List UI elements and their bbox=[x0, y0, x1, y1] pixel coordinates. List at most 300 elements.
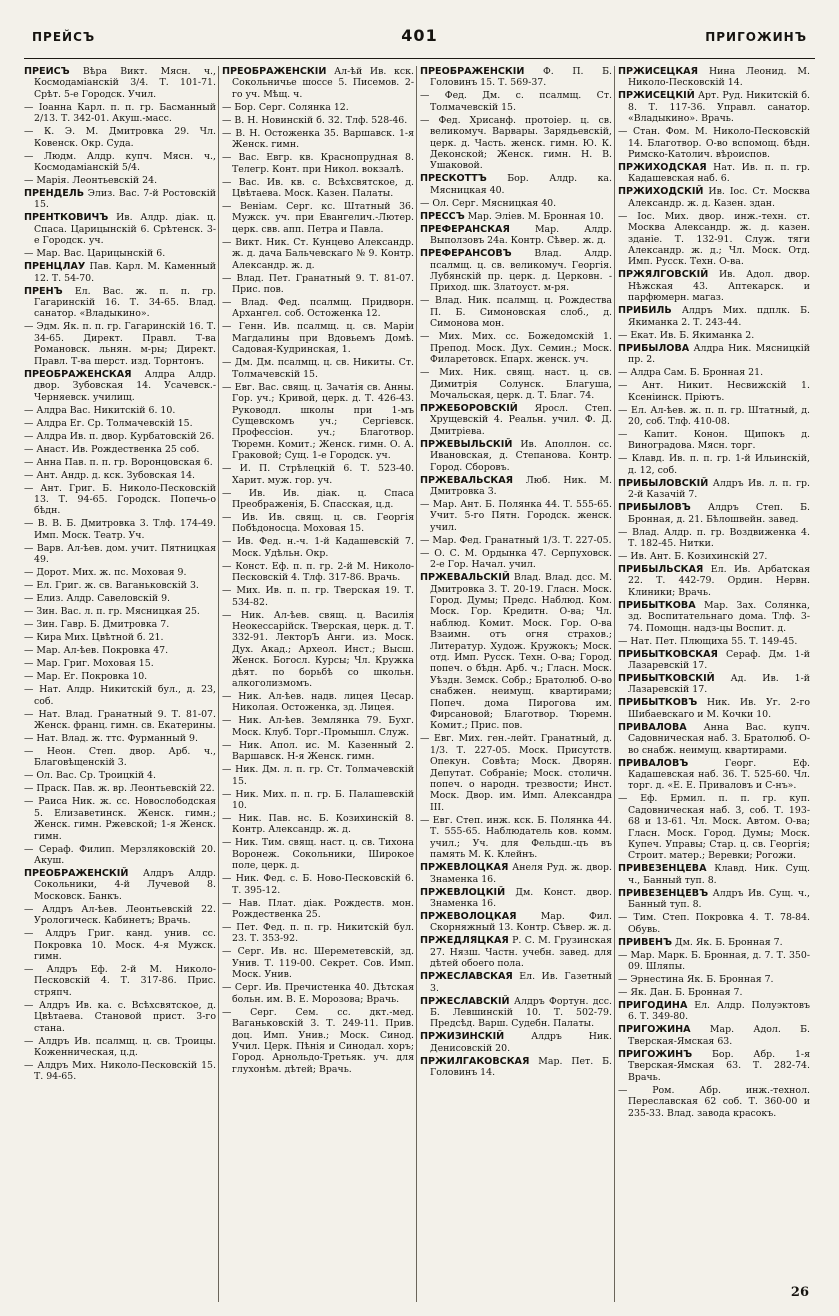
directory-entry bbox=[222, 66, 414, 100]
entry-text: Бор. Алдр. ка. Мясницкая 40. bbox=[430, 173, 612, 196]
entry-text: Ел. Григ. ж. св. Ваганьковскій 3. bbox=[36, 580, 199, 592]
column-divider bbox=[614, 66, 615, 1302]
entry-text: Алдра Сам. Б. Бронная 21. bbox=[630, 367, 764, 379]
directory-entry bbox=[24, 212, 216, 246]
directory-entry bbox=[420, 439, 612, 473]
directory-entry bbox=[24, 188, 216, 211]
entry-text: Алдръ Ив. псалмщ. ц. св. Троицы. Коженническая, ц.д. bbox=[34, 1035, 216, 1059]
directory-sub-entry: — Конст. Еф. п. п. гр. 2-й М. Николо-Песковскій 4. Тлф. 317-86. Врачь. bbox=[222, 560, 414, 584]
directory-sub-entry: — В. Н. Остоженка 35. Варшавск. 1-я Женск. гимн. bbox=[222, 127, 414, 151]
directory-sub-entry: — Ник. Ал-ѣев. свящ. ц. Василія Неокессарійск. Тверская, церк. д. Т. 332-91. ЛекторЪ Анги. из. Моск. Дух. Акад.; Археол. Инст.; Высш. Женск. Богосл. Курсы; Чл. Кружка дѣят. по борьбѣ со школьн. алкоголизмомъ. bbox=[222, 609, 414, 689]
entry-text: Бор. Абр. 1-я Тверская-Ямская 63. Т. 282-74. Врачь. bbox=[628, 1048, 810, 1083]
directory-sub-entry: — Варв. Ал-ѣев. дом. учит. Пятницкая 49. bbox=[24, 542, 216, 566]
surname: ПРЖИЛГАКОВСКАЯ bbox=[420, 1055, 530, 1067]
entry-text: Влад. Фед. псалмщ. Придворн. Архангел. соб. Остоженка 12. bbox=[232, 297, 414, 320]
entry-text: Ник. Ив. Уг. 2-го Шибаевскаго и М. Кочки 10. bbox=[628, 697, 810, 720]
entry-text: Влад. Алдр. п. гр. Воздвиженка 4. Т. 182-45. Нитки. bbox=[628, 526, 810, 549]
directory-entry bbox=[420, 403, 612, 437]
directory-sub-entry: — Нат. Влад. Гранатный 9. Т. 81-07. Женск. франц. гимн. св. Екатерины. bbox=[24, 708, 216, 731]
directory-entry bbox=[618, 66, 810, 89]
directory-entry bbox=[420, 996, 612, 1030]
directory-sub-entry: — Пет. Фед. п. п. гр. Никитскій бул. 23. Т. 353-92. bbox=[222, 922, 414, 945]
directory-sub-entry: — Ив. Ив. свящ. ц. св. Георгія Побѣдоносца. Моховая 15. bbox=[222, 511, 414, 535]
entry-text: Ив. Аполлон. сс. Ивановская, д. Степанова. Контр. Город. Сборовъ. bbox=[430, 438, 612, 473]
column-3 bbox=[420, 66, 612, 1302]
entry-text: Раиса Ник. ж. сс. Новослободская 5. Елизаветинск. Женск. гимн.; Женск. гимн. Ржевской; 1-я Женск. гимн. bbox=[34, 796, 216, 842]
header-rule bbox=[24, 58, 815, 59]
directory-sub-entry: — Мих. Мих. сс. Божедомскій 1. Препод. Моск. Дух. Семин.; Моск. Филаретовск. Епарх. женск. уч. bbox=[420, 331, 612, 366]
entry-text: Алдръ Мих. пдплк. Б. Якиманка 2. Т. 243-44. bbox=[628, 305, 810, 328]
directory-sub-entry: — Сераф. Филип. Мерзляковскій 20. Акуш. bbox=[24, 843, 216, 866]
directory-entry bbox=[420, 475, 612, 498]
directory-entry bbox=[420, 224, 612, 247]
directory-sub-entry: — Ел. Григ. ж. св. Ваганьковскій 3. bbox=[24, 580, 199, 592]
surname: ПРИВЕНЪ bbox=[618, 936, 672, 948]
entry-text: Веніам. Серг. кс. Штатный 36. Мужск. уч. при Евангелич.-Лютер. церк. свв. апп. Петра и Павла. bbox=[232, 201, 414, 235]
surname: ПРИБЫЛОВЪ bbox=[618, 502, 691, 514]
entry-text: Мар. Вас. Царицынскій 6. bbox=[36, 248, 166, 260]
surname: ПРЖЕСЛАВСКІЙ bbox=[420, 995, 510, 1007]
directory-sub-entry: — В. В. Б. Дмитровка 3. Тлф. 174-49. Имп. Моск. Театр. Уч. bbox=[24, 518, 216, 541]
entry-text: Нав. Плат. діак. Рождеств. мон. Рождественка 25. bbox=[232, 897, 414, 921]
surname: ПРИГОДИНА bbox=[618, 1000, 688, 1012]
entry-text: К. Э. М. Дмитровка 29. Чл. Ковенск. Окр. Суда. bbox=[34, 126, 216, 149]
directory-sub-entry: — Серг. Сем. сс. дкт.-мед. Ваганьковскій 3. Т. 249-11. Прив. доц. Имп. Унив.; Моск. Синод. Учил. Церк. Пѣнія и Синодал. хоръ; Город. Арнольдо-Третьяк. уч. для глухонѣм. дѣтей; Врачь. bbox=[222, 1006, 414, 1075]
directory-sub-entry: — Ант. Никит. Несвижскій 1. Ксеніинск. Пріютъ. bbox=[618, 380, 810, 403]
surname: ПРЕССЪ bbox=[420, 210, 465, 222]
surname: ПРЕОБРАЖЕНСКІЙ bbox=[24, 867, 129, 879]
entry-text: Іос. Мих. двор. инж.-техн. ст. Москва Александр. ж. д. казен. зданіе. Т. 132-91. Служ. тяги Александр. ж. д.; Чл. Моск. Отд. Имп. Русск. Техн. О-ва. bbox=[628, 210, 810, 268]
directory-sub-entry: — Ив. Ив. діак. ц. Спаса Преображенія, Б. Спасская, ц.д. bbox=[222, 487, 414, 510]
surname: ПРЖИХОДСКІЙ bbox=[618, 186, 704, 198]
entry-text: Ф. П. Б. Головинъ 15. Т. 569-37. bbox=[430, 66, 612, 89]
entry-text: Генн. Ив. псалмщ. ц. св. Маріи Магдалины при Вдовьемъ Домѣ. Садовая-Кудринская, 1. bbox=[232, 321, 414, 356]
entry-text: Іоанна Карл. п. п. гр. Басманный 2/13. Т. 342-01. Акуш.-масс. bbox=[34, 101, 216, 125]
surname: ПРЕНЪ bbox=[24, 285, 63, 297]
surname: ПРЖЕСЛАВСКАЯ bbox=[420, 971, 513, 983]
directory-entry bbox=[420, 862, 612, 885]
directory-sub-entry: — Вас. Евгр. кв. Краснопрудная 8. Телегр. Конт. при Никол. вокзалѣ. bbox=[222, 152, 414, 175]
directory-entry bbox=[618, 269, 810, 303]
directory-sub-entry: — Стан. Фом. М. Николо-Песковскій 14. Благотвор. О-во вспомощ. бѣдн. Римско-Католич. вѣроиспов. bbox=[618, 126, 810, 161]
directory-entry bbox=[618, 564, 810, 598]
entry-text: Вас. Евгр. кв. Краснопрудная 8. Телегр. Конт. при Никол. вокзалѣ. bbox=[232, 152, 414, 175]
directory-sub-entry: — Веніам. Серг. кс. Штатный 36. Мужск. уч. при Евангелич.-Лютер. церк. свв. апп. Петра и Павла. bbox=[222, 201, 414, 235]
entry-text: Алдръ Ив. ка. с. Всѣхсвятское, д. Цвѣтаева. Становой прист. 3-го стана. bbox=[34, 999, 216, 1034]
directory-entry bbox=[618, 649, 810, 672]
entry-text: Клавд. Ив. п. п. гр. 1-й Ильинскій, д. 12, соб. bbox=[628, 453, 810, 476]
directory-sub-entry: — Мар. Марк. Б. Бронная, д. 7. Т. 350-09. Шляпы. bbox=[618, 949, 810, 973]
entry-text: Алдръ Мих. Николо-Песковскій 15. Т. 94-65. bbox=[34, 1060, 216, 1083]
directory-entry bbox=[420, 887, 612, 910]
entry-text: Сераф. Дм. 1-й Лазаревскій 17. bbox=[628, 648, 810, 671]
entry-text: Алдра Ег. Ср. Толмачевскій 15. bbox=[36, 417, 193, 429]
surname: ПРИБЫТКОВЪ bbox=[618, 697, 698, 709]
entry-text: Нат. Пет. Плющиха 55. Т. 149-45. bbox=[630, 635, 798, 647]
entry-text: Мар. Алдр. Выползовъ 24а. Контр. Сѣвер. ж. д. bbox=[430, 223, 612, 247]
directory-sub-entry: — Мих. Ив. п. п. гр. Тверская 19. Т. 534-82. bbox=[222, 585, 414, 608]
directory-sub-entry: — Ник. Ал-ѣев. Землянка 79. Бухг. Моск. Клуб. Торг.-Промышл. Служ. bbox=[222, 715, 414, 738]
entry-text: Ел. Ив. Арбатская 22. Т. 442-79. Ордин. Нервн. Клиники; Врачь. bbox=[628, 563, 810, 598]
directory-sub-entry: — Дм. Дм. псалмщ. ц. св. Никиты. Ст. Толмачевскій 15. bbox=[222, 357, 414, 380]
entry-text: В. Н. Остоженка 35. Варшавск. 1-я Женск. гимн. bbox=[232, 127, 414, 151]
directory-entry bbox=[618, 673, 810, 696]
directory-entry bbox=[618, 186, 810, 209]
directory-entry bbox=[420, 173, 612, 196]
entry-text: Яросл. Степ. Хрущевскій 4. Реальн. учил. Ф. Д. Дмитріева. bbox=[430, 402, 612, 437]
entry-text: И. П. Стрѣлецкій 6. Т. 523-40. Харит. муж. гор. уч. bbox=[232, 463, 414, 486]
directory-sub-entry: — Серг. Ив. нс. Шереметевскій, зд. Унив. Т. 119-00. Секрет. Сов. Имп. Моск. Унив. bbox=[222, 946, 414, 981]
directory-sub-entry: — Евг. Степ. инж. кск. Б. Полянка 44. Т. 555-65. Наблюдатель ков. комм. учил.; Уч. для Фельдш.-цъ въ память М. К. Клейнъ. bbox=[420, 814, 612, 861]
surname: ПРИВАЛОВА bbox=[618, 721, 687, 733]
directory-sub-entry: — Фед. Дм. с. псалмщ. Ст. Толмачевскій 15. bbox=[420, 90, 612, 113]
surname: ПРЕЙСЪ bbox=[24, 66, 70, 77]
surname: ПРЖИЗИНСКІЙ bbox=[420, 1031, 505, 1043]
entry-text: Анна Вас. купч. Садовническая наб. 3. Братолюб. О-во снабж. неимущ. квартирами. bbox=[628, 721, 810, 756]
directory-sub-entry: — Влад. Алдр. п. гр. Воздвиженка 4. Т. 182-45. Нитки. bbox=[618, 526, 810, 549]
directory-entry bbox=[618, 697, 810, 720]
directory-entry bbox=[618, 937, 810, 948]
entry-text: Георг. Еф. Кадашевская наб. 36. Т. 525-60. Чл. торг. д. «Е. Е. Приваловъ и С-нъ». bbox=[628, 757, 810, 792]
directory-sub-entry: — Зин. Вас. л. п. гр. Мясницкая 25. bbox=[24, 606, 200, 618]
directory-entry bbox=[618, 1049, 810, 1083]
footer-mark: 26 bbox=[790, 1285, 809, 1300]
entry-text: Варв. Ал-ѣев. дом. учит. Пятницкая 49. bbox=[34, 542, 216, 566]
directory-entry bbox=[420, 211, 612, 222]
directory-entry bbox=[420, 66, 612, 89]
directory-sub-entry: — Алдра Ив. п. двор. Курбатовскій 26. bbox=[24, 430, 215, 442]
entry-text: Елиз. Алдр. Савеловскій 9. bbox=[36, 593, 171, 605]
header-right-word: ПРИГОЖИНЪ bbox=[705, 30, 807, 44]
entry-text: Серг. Сем. сс. дкт.-мед. Ваганьковскій 3. Т. 249-11. Прив. доц. Имп. Унив.; Моск. Синод. Учил. Церк. Пѣнія и Синодал. хоръ; Город. Арнольдо-Третьяк. уч. для глухонѣм. дѣтей; Врачь. bbox=[232, 1006, 414, 1075]
directory-sub-entry: — Генн. Ив. псалмщ. ц. св. Маріи Магдалины при Вдовьемъ Домѣ. Садовая-Кудринская, 1. bbox=[222, 321, 414, 356]
entry-text: Кира Мих. Цвѣтной б. 21. bbox=[36, 632, 164, 644]
surname: ПРЕФЕРАНСОВЪ bbox=[420, 248, 512, 260]
entry-text: Нат. Влад. ж. ттс. Фурманный 9. bbox=[36, 732, 198, 744]
surname: ПРИВЕЗЕНЦЕВА bbox=[618, 863, 707, 875]
surname: ПРИБИЛЬ bbox=[618, 305, 672, 317]
entry-text: Элиз. Вас. 7-й Ростовскій 15. bbox=[34, 188, 216, 211]
entry-text: Ив. Іос. Ст. Москва Александр. ж. д. Казен. здан. bbox=[628, 186, 810, 209]
directory-sub-entry: — Ник. Пав. нс. Б. Козихинскій 8. Контр. Александр. ж. д. bbox=[222, 813, 414, 836]
directory-entry bbox=[618, 343, 810, 366]
directory-sub-entry: — К. Э. М. Дмитровка 29. Чл. Ковенск. Окр. Суда. bbox=[24, 126, 216, 149]
directory-sub-entry: — Вас. Ив. кв. с. Всѣхсвятское, д. Цвѣтаева. Моск. Казен. Палаты. bbox=[222, 176, 414, 200]
entry-text: Анеля Руд. ж. двор. Знаменка 16. bbox=[430, 862, 612, 885]
entry-text: Стан. Фом. М. Николо-Песковскій 14. Благотвор. О-во вспомощ. бѣдн. Римско-Католич. вѣроиспов. bbox=[628, 126, 810, 161]
entry-text: Ел. Вас. ж. п. п. гр. Гагаринскій 16. Т. 34-65. Влад. санатор. «Владыкино». bbox=[34, 285, 216, 320]
entry-text: Алдръ Фортун. дсс. Б. Левшинскій 10. Т. 502-79. Предсѣд. Варш. Судебн. Палаты. bbox=[430, 995, 612, 1030]
entry-text: Арт. Руд. Никитскій б. 8. Т. 117-36. Управл. санатор. «Владыкино». Врачь. bbox=[628, 90, 810, 125]
entry-text: Клавд. Ник. Сущ. ч., Банный туп. 8. bbox=[628, 863, 810, 886]
surname: ПРЖЕВОЛОЦКАЯ bbox=[420, 910, 517, 922]
directory-entry bbox=[420, 572, 612, 732]
directory-sub-entry: — Эдм. Як. п. п. гр. Гагаринскій 16. Т. 34-65. Директ. Правл. Т-ва Романовск. льнян. м-ры; Директ. Правл. Т-ва шерст. изд. Торнтонъ. bbox=[24, 321, 216, 367]
surname: ПРИВЕЗЕНЦЕВЪ bbox=[618, 887, 709, 899]
page-number: 401 bbox=[401, 26, 438, 45]
directory-sub-entry: — И. П. Стрѣлецкій 6. Т. 523-40. Харит. муж. гор. уч. bbox=[222, 463, 414, 486]
entry-text: Зин. Гавр. Б. Дмитровка 7. bbox=[36, 619, 170, 631]
directory-sub-entry: — Евг. Вас. свящ. ц. Зачатія св. Анны. Гор. уч.; Кривой, церк. д. Т. 426-43. Руководл. школы при 1-мъ Сущевскомъ уч.; Сергіевск. Профессіон. уч.; Благотвор. Тюремн. Комит.; Женск. гимн. О. А. Граковой; Сущ. 1-е Городск. уч. bbox=[222, 381, 414, 462]
entry-text: Евг. Степ. инж. кск. Б. Полянка 44. Т. 555-65. Наблюдатель ков. комм. учил.; Уч. для Фельдш.-цъ въ память М. К. Клейнъ. bbox=[430, 814, 612, 861]
entry-text: Ел. Ал-ѣев. ж. п. п. гр. Штатный, д. 20, соб. Тлф. 410-08. bbox=[628, 404, 810, 427]
entry-text: Евг. Мих. ген.-лейт. Гранатный, д. 1/3. Т. 227-05. Моск. Присутств. Опекун. Совѣта; Моск. Дворян. Депутат. Собраніе; Моск. столичн. попеч. о народн. трезвости; Инст. Моск. Двор. им. Имп. Александра III. bbox=[430, 733, 612, 813]
entry-text: Сераф. Филип. Мерзляковскій 20. Акуш. bbox=[34, 843, 216, 866]
directory-sub-entry: — Анаст. Ив. Рождественка 25 соб. bbox=[24, 443, 200, 455]
entry-text: Пав. Карл. М. Каменный 12. Т. 54-70. bbox=[34, 261, 216, 284]
directory-entry bbox=[24, 66, 216, 100]
directory-sub-entry: — Елиз. Алдр. Савеловскій 9. bbox=[24, 593, 171, 605]
entry-text: Алдръ Еф. 2-й М. Николо-Песковскій 4. Т. 317-86. Прис. стряпч. bbox=[34, 964, 216, 998]
directory-sub-entry: — Ант. Андр. д. кск. Зубовская 14. bbox=[24, 469, 196, 481]
entry-text: Ник. Пав. нс. Б. Козихинскій 8. Контр. Александр. ж. д. bbox=[232, 813, 414, 836]
directory-sub-entry: — Ник. Дм. л. п. гр. Ст. Толмачевскій 15. bbox=[222, 764, 414, 787]
directory-sub-entry: — Алдра Сам. Б. Бронная 21. bbox=[618, 367, 764, 379]
entry-text: Праск. Пав. ж. вр. Леонтьевскій 22. bbox=[36, 783, 215, 795]
entry-text: Капит. Конон. Щипокъ д. Виноградова. Мясн. торг. bbox=[628, 428, 810, 452]
directory-entry bbox=[618, 1000, 810, 1023]
entry-text: Ник. Ал-ѣев. надв. лицея Цесар. Николая. Остоженка, зд. Лицея. bbox=[232, 691, 414, 714]
entry-text: Марія. Леонтьевскій 24. bbox=[36, 175, 158, 187]
directory-entry bbox=[24, 286, 216, 320]
entry-text: Ив. Фед. н.-ч. 1-й Кадашевскій 7. Моск. Удѣльн. Окр. bbox=[232, 536, 414, 559]
entry-text: Нат. Влад. Гранатный 9. Т. 81-07. Женск. франц. гимн. св. Екатерины. bbox=[34, 708, 216, 731]
directory-sub-entry: — Влад. Пет. Гранатный 9. Т. 81-07. Прис. пов. bbox=[222, 272, 414, 296]
directory-entry bbox=[420, 1031, 612, 1054]
entry-text: Влад. Пет. Гранатный 9. Т. 81-07. Прис. пов. bbox=[232, 272, 414, 296]
surname: ПРЖЕВЛОЦКАЯ bbox=[420, 862, 509, 874]
directory-sub-entry: — Алдръ Еф. 2-й М. Николо-Песковскій 4. Т. 317-86. Прис. стряпч. bbox=[24, 964, 216, 998]
entry-text: Алдръ Алдр. Сокольники, 4-й Лучевой 8. Московск. Банкъ. bbox=[34, 867, 216, 902]
surname: ПРЖЕДЛЯЦКАЯ bbox=[420, 935, 509, 947]
entry-text: В. В. Б. Дмитровка 3. Тлф. 174-49. Имп. Моск. Театр. Уч. bbox=[34, 518, 216, 541]
directory-sub-entry: — Неон. Степ. двор. Арб. ч., Благовѣщенскій 3. bbox=[24, 745, 216, 769]
directory-entry bbox=[618, 90, 810, 124]
entry-text: Конст. Еф. п. п. гр. 2-й М. Николо-Песковскій 4. Тлф. 317-86. Врачь. bbox=[232, 560, 414, 584]
entry-text: Мар. Адол. Б. Тверская-Ямская 63. bbox=[628, 1024, 810, 1047]
directory-entry bbox=[420, 935, 612, 969]
directory-sub-entry: — Анна Пав. п. п. гр. Воронцовская 6. bbox=[24, 456, 213, 468]
entry-text: Ант. Григ. Б. Николо-Песковскій 13. Т. 94-65. Городск. Попечь-о бѣдн. bbox=[34, 482, 216, 517]
entry-text: Ник. Ал-ѣев. свящ. ц. Василія Неокессарійск. Тверская, церк. д. Т. 332-91. ЛекторЪ Анги. из. Моск. Дух. Акад.; Археол. Инст.; Высш. Женск. Богосл. Курсы; Чл. Кружка дѣят. по борьбѣ со школьн. алкоголизмомъ. bbox=[232, 609, 414, 689]
directory-sub-entry: — Бор. Серг. Солянка 12. bbox=[222, 101, 349, 113]
directory-sub-entry: — О. С. М. Ордынка 47. Серпуховск. 2-е Гор. Начал. учил. bbox=[420, 547, 612, 571]
directory-entry bbox=[420, 1056, 612, 1079]
directory-sub-entry: — В. Н. Новинскій б. 32. Тлф. 528-46. bbox=[222, 114, 408, 126]
entry-text: Ив. Алдр. діак. ц. Спаса. Царицынскій 6. Срѣтенск. 3-е Городск. уч. bbox=[34, 212, 216, 247]
column-divider bbox=[416, 66, 417, 1302]
entry-text: Влад. Влад. дсс. М. Дмитровка 3. Т. 20-19. Гласн. Моск. Город. Думы; Предс. Наблюд. Ком. Моск. Гор. Кредитн. О-ва; Чл. наблюд. Комит. Моск. Гор. О-ва Взаимн. отъ огня страхов.; Литератур. Худож. Кружокъ; Моск. отд. Имп. Русск. Техн. О-ва; Город. попеч. о бѣдн. Арб. ч.; Гласн. Моск. Уѣздн. Земск. Собр.; Братолюб. О-во снабжен. неимущ. квартирами; Попеч. дома Пирогова им. Фирсановой; Благотвор. Тюремн. Комит.; Прис. пов. bbox=[430, 572, 612, 732]
entry-text: Дм. Дм. псалмщ. ц. св. Никиты. Ст. Толмачевскій 15. bbox=[232, 357, 414, 380]
directory-sub-entry: — Іоанна Карл. п. п. гр. Басманный 2/13. Т. 342-01. Акуш.-масс. bbox=[24, 101, 216, 125]
entry-text: Зин. Вас. л. п. гр. Мясницкая 25. bbox=[36, 606, 200, 618]
directory-entry bbox=[24, 369, 216, 403]
directory-entry bbox=[420, 911, 612, 934]
surname: ПРИБЫТКОВСКАЯ bbox=[618, 648, 718, 660]
surname: ПРИГОЖИНЪ bbox=[618, 1048, 693, 1060]
surname: ПРИБЫЛОВА bbox=[618, 342, 690, 354]
directory-sub-entry: — Дорот. Мих. ж. пс. Моховая 9. bbox=[24, 567, 187, 579]
entry-text: Ник. Фед. с. Б. Ново-Песковскій 6. Т. 395-12. bbox=[232, 873, 414, 896]
entry-text: Еф. Ермил. п. п. гр. куп. Садовническая наб. 3, соб. Т. 193-68 и 13-61. Чл. Моск. Автом. О-ва; Гласн. Моск. Город. Думы; Моск. Купеч. Управы; Стар. ц. св. Георгія; Строит. матер.; Веревки; Рогожи. bbox=[628, 793, 810, 862]
directory-sub-entry: — Нат. Влад. ж. ттс. Фурманный 9. bbox=[24, 732, 198, 744]
entry-text: Ал-ѣй Ив. кск. Сокольничье шоссе 5. Писемов. 2-го уч. Мѣщ. ч. bbox=[232, 66, 414, 100]
entry-text: Мар. Ал-ѣев. Покровка 47. bbox=[36, 645, 169, 657]
directory-sub-entry: — Алдръ Мих. Николо-Песковскій 15. Т. 94-65. bbox=[24, 1060, 216, 1083]
entry-text: Алдра Вас. Никитскій 6. 10. bbox=[36, 404, 176, 416]
surname: ПРИБЫТКОВА bbox=[618, 599, 696, 611]
directory-sub-entry: — Ант. Григ. Б. Николо-Песковскій 13. Т. 94-65. Городск. Попечь-о бѣдн. bbox=[24, 482, 216, 517]
entry-text: Алдръ Ник. Денисовскій 20. bbox=[430, 1031, 612, 1054]
directory-sub-entry: — Еф. Ермил. п. п. гр. куп. Садовническая наб. 3, соб. Т. 193-68 и 13-61. Чл. Моск. Автом. О-ва; Гласн. Моск. Город. Думы; Моск. Купеч. Управы; Стар. ц. св. Георгія; Строит. матер.; Веревки; Рогожи. bbox=[618, 793, 810, 862]
entry-text: Эрнестина Як. Б. Бронная 7. bbox=[630, 974, 774, 986]
directory-sub-entry: — Праск. Пав. ж. вр. Леонтьевскій 22. bbox=[24, 783, 215, 795]
surname: ПРЕОБРАЖЕНСКАЯ bbox=[24, 368, 132, 380]
header-left-word: ПРЕЙСЪ bbox=[32, 30, 96, 44]
entry-text: Фед. Дм. с. псалмщ. Ст. Толмачевскій 15. bbox=[430, 90, 612, 113]
entry-text: Ив. Ант. Б. Козихинскій 27. bbox=[630, 550, 768, 562]
entry-text: Ник. Апол. ис. М. Казенный 2. Варшавск. Н-я Женск. гимн. bbox=[232, 739, 414, 763]
directory-sub-entry: — Ник. Мих. п. п. гр. Б. Палашевскій 10. bbox=[222, 788, 414, 812]
directory-entry bbox=[618, 162, 810, 185]
entry-text: Влад. Ник. псалмщ. ц. Рождества П. Б. Симоновская слоб., д. Симонова мон. bbox=[430, 295, 612, 330]
entry-text: Мар. Григ. Моховая 15. bbox=[36, 658, 154, 670]
surname: ПРЕНТКОВИЧЪ bbox=[24, 212, 109, 224]
directory-sub-entry: — Викт. Ник. Ст. Кунцево Александр. ж. д. дача Бальчевскаго № 9. Контр. Александр. ж. д. bbox=[222, 236, 414, 271]
directory-sub-entry: — Ол. Серг. Мясницкая 40. bbox=[420, 197, 557, 209]
directory-sub-entry: — Мар. Фед. Гранатный 1/3. Т. 227-05. bbox=[420, 534, 612, 546]
entry-text: Дорот. Мих. ж. пс. Моховая 9. bbox=[36, 567, 187, 579]
entry-text: Бор. Серг. Солянка 12. bbox=[234, 101, 349, 113]
entry-text: Ник. Дм. л. п. гр. Ст. Толмачевскій 15. bbox=[232, 764, 414, 787]
directory-entry bbox=[24, 868, 216, 902]
entry-text: Анна Пав. п. п. гр. Воронцовская 6. bbox=[36, 456, 213, 468]
column-divider bbox=[218, 66, 219, 1302]
column-2 bbox=[222, 66, 414, 1302]
entry-text: Ад. Ив. 1-й Лазаревскій 17. bbox=[628, 672, 810, 696]
entry-text: Мар. Ант. Б. Полянка 44. Т. 555-65. Учит. 5-го Пятн. Городск. женск. учил. bbox=[430, 498, 612, 533]
entry-text: Эдм. Як. п. п. гр. Гагаринскій 16. Т. 34-65. Директ. Правл. Т-ва Романовск. льнян. м-ры; Директ. Правл. Т-ва шерст. изд. Торнтонъ. bbox=[34, 321, 216, 367]
directory-sub-entry: — Ник. Апол. ис. М. Казенный 2. Варшавск. Н-я Женск. гимн. bbox=[222, 739, 414, 763]
entry-text: Алдра Ник. Мясницкій пр. 2. bbox=[628, 342, 810, 366]
entry-text: Алдръ Ал-ѣев. Леонтьевскій 22. Урологическ. Кабинетъ; Врачь. bbox=[34, 903, 216, 927]
entry-text: Нат. Алдр. Никитскій бул., д. 23, соб. bbox=[34, 684, 216, 707]
directory-sub-entry: — Ел. Ал-ѣев. ж. п. п. гр. Штатный, д. 20, соб. Тлф. 410-08. bbox=[618, 404, 810, 427]
surname: ПРИГОЖИНА bbox=[618, 1024, 691, 1036]
entry-text: Алдръ Степ. Б. Бронная, д. 21. Бѣлошвейн. завед. bbox=[628, 502, 810, 525]
entry-text: Мар. Марк. Б. Бронная, д. 7. Т. 350-09. Шляпы. bbox=[628, 949, 810, 973]
directory-sub-entry: — Мар. Ег. Покровка 10. bbox=[24, 671, 148, 683]
directory-sub-entry: — Нав. Плат. діак. Рождеств. мон. Рождественка 25. bbox=[222, 897, 414, 921]
directory-sub-entry: — Клавд. Ив. п. п. гр. 1-й Ильинскій, д. 12, соб. bbox=[618, 453, 810, 476]
directory-sub-entry: — Раиса Ник. ж. сс. Новослободская 5. Елизаветинск. Женск. гимн.; Женск. гимн. Ржевской; 1-я Женск. гимн. bbox=[24, 796, 216, 842]
entry-text: Анаст. Ив. Рождественка 25 соб. bbox=[36, 443, 200, 455]
directory-sub-entry: — Алдръ Ал-ѣев. Леонтьевскій 22. Урологическ. Кабинетъ; Врачь. bbox=[24, 903, 216, 927]
surname: ПРЕНДЕЛЬ bbox=[24, 188, 85, 200]
directory-sub-entry: — Алдръ Григ. канд. унив. сс. Покровка 10. Моск. 4-я Мужск. гимн. bbox=[24, 928, 216, 962]
entry-text: Ел. Алдр. Полуэктовъ 6. Т. 349-80. bbox=[628, 1000, 810, 1023]
entry-text: Евг. Вас. свящ. ц. Зачатія св. Анны. Гор. уч.; Кривой, церк. д. Т. 426-43. Руководл. школы при 1-мъ Сущевскомъ уч.; Сергіевск. Профессіон. уч.; Благотвор. Тюремн. Комит.; Женск. гимн. О. А. Граковой; Сущ. 1-е Городск. уч. bbox=[232, 381, 414, 462]
entry-text: Викт. Ник. Ст. Кунцево Александр. ж. д. дача Бальчевскаго № 9. Контр. Александр. ж. д. bbox=[232, 236, 414, 271]
column-4 bbox=[618, 66, 810, 1302]
entry-text: Людм. Алдр. купч. Мясн. ч., Космодаміанскій 5/4. bbox=[34, 150, 216, 174]
running-header bbox=[24, 26, 815, 54]
directory-sub-entry: — Эрнестина Як. Б. Бронная 7. bbox=[618, 974, 774, 986]
directory-entry bbox=[618, 478, 810, 501]
entry-text: Ром. Абр. инж.-технол. Переславская 62 соб. Т. 360-00 и 235-33. Влад. завода красокъ. bbox=[628, 1084, 810, 1119]
entry-text: Мар. Зах. Солянка, зд. Воспитательнаго дома. Тлф. 3-74. Помощн. надз-цы Воспит. д. bbox=[628, 599, 810, 634]
directory-entry bbox=[618, 1024, 810, 1047]
entry-text: Мих. Ив. п. п. гр. Тверская 19. Т. 534-82. bbox=[232, 585, 414, 608]
surname: ПРЕОБРАЖЕНСКІЙ bbox=[420, 66, 525, 77]
directory-sub-entry: — Нат. Пет. Плющиха 55. Т. 149-45. bbox=[618, 635, 798, 647]
entry-text: Нина Леонид. М. Николо-Песковскій 14. bbox=[628, 66, 810, 89]
entry-text: Алдръ Григ. канд. унив. сс. Покровка 10. Моск. 4-я Мужск. гимн. bbox=[34, 928, 216, 962]
entry-text: Ол. Серг. Мясницкая 40. bbox=[432, 197, 557, 209]
directory-sub-entry: — Ник. Тим. свящ. наст. ц. св. Тихона Воронеж. Сокольники, Широкое поле, церк. д. bbox=[222, 837, 414, 872]
entry-text: Фед. Хрисанф. протоіер. ц. св. великомуч. Варвары. Зарядьевскій, церк. д. Часть. женск. гимн. Ю. К. Деконской; Женск. гимн. Н. В. Ушаковой. bbox=[430, 114, 612, 172]
entry-text: Алдръ Ив. Сущ. ч., Банный туп. 8. bbox=[628, 887, 810, 911]
surname: ПРЖИХОДСКАЯ bbox=[618, 162, 707, 174]
directory-sub-entry: — Алдра Вас. Никитскій 6. 10. bbox=[24, 404, 176, 416]
surname: ПРЖЕБОРОВСКІЙ bbox=[420, 402, 518, 414]
entry-text: Нат. Ив. п. п. гр. Кадашевская наб. 6. bbox=[628, 162, 810, 185]
entry-text: Мар. Эліев. М. Бронная 10. bbox=[467, 210, 604, 222]
directory-sub-entry: — Мар. Ал-ѣев. Покровка 47. bbox=[24, 645, 169, 657]
directory-entry bbox=[618, 722, 810, 756]
entry-text: Як. Дан. Б. Бронная 7. bbox=[630, 987, 743, 999]
entry-text: Алдра Алдр. двор. Зубовская 14. Усачевск.-Черняевск. училищ. bbox=[34, 368, 216, 403]
surname: ПРИБЫТКОВСКІЙ bbox=[618, 672, 715, 684]
surname: ПРИБЫЛОВСКІЙ bbox=[618, 477, 709, 489]
entry-text: Вас. Ив. кв. с. Всѣхсвятское, д. Цвѣтаева. Моск. Казен. Палаты. bbox=[232, 176, 414, 200]
entry-text: Мар. Пет. Б. Головинъ 14. bbox=[430, 1055, 612, 1079]
entry-text: Ел. Ив. Газетный 3. bbox=[430, 971, 612, 994]
directory-sub-entry: — Як. Дан. Б. Бронная 7. bbox=[618, 987, 743, 999]
entry-text: О. С. М. Ордынка 47. Серпуховск. 2-е Гор. Начал. учил. bbox=[430, 547, 612, 571]
entry-text: Мар. Ег. Покровка 10. bbox=[36, 671, 148, 683]
surname: ПРИВАЛОВЪ bbox=[618, 757, 689, 769]
directory-sub-entry: — Ол. Вас. Ср. Троицкій 4. bbox=[24, 770, 156, 782]
directory-entry bbox=[618, 600, 810, 634]
entry-text: Ив. Адол. двор. Нѣжская 43. Аптекарск. и парфюмерн. магаз. bbox=[628, 269, 810, 304]
entry-text: Мар. Фил. Скорняжный 13. Контр. Сѣвер. ж. д. bbox=[430, 910, 612, 934]
entry-text: Р. С. М. Грузинская 27. Нязш. Частн. учебн. завед. для дѣтей обоего пола. bbox=[430, 935, 612, 970]
entry-text: Вѣра Викт. Мясн. ч., Космодаміанскій 3/4. Т. 101-71. Срѣт. 5-е Городск. Учил. bbox=[34, 66, 216, 100]
entry-text: Серг. Ив. Пречистенка 40. Дѣтская больн. им. В. Е. Морозова; Врачь. bbox=[232, 982, 414, 1005]
directory-sub-entry: — Алдръ Ив. псалмщ. ц. св. Троицы. Коженническая, ц.д. bbox=[24, 1035, 216, 1059]
directory-entry bbox=[420, 971, 612, 994]
directory-sub-entry: — Ив. Фед. н.-ч. 1-й Кадашевскій 7. Моск. Удѣльн. Окр. bbox=[222, 536, 414, 559]
surname: ПРЕФЕРАНСКАЯ bbox=[420, 223, 510, 235]
directory-entry bbox=[618, 863, 810, 886]
directory-sub-entry: — Мар. Григ. Моховая 15. bbox=[24, 658, 154, 670]
entry-text: Серг. Ив. нс. Шереметевскій, зд. Унив. Т. 119-00. Секрет. Сов. Имп. Моск. Унив. bbox=[232, 946, 414, 981]
directory-sub-entry: — Кира Мих. Цвѣтной б. 21. bbox=[24, 632, 164, 644]
entry-text: Мар. Фед. Гранатный 1/3. Т. 227-05. bbox=[432, 534, 612, 546]
entry-text: Ив. Ив. свящ. ц. св. Георгія Побѣдоносца. Моховая 15. bbox=[232, 511, 414, 535]
directory-sub-entry: — Алдра Ег. Ср. Толмачевскій 15. bbox=[24, 417, 193, 429]
directory-sub-entry: — Іос. Мих. двор. инж.-техн. ст. Москва Александр. ж. д. казен. зданіе. Т. 132-91. Служ. тяги Александр. ж. д.; Чл. Моск. Отд. Имп. Русск. Техн. О-ва. bbox=[618, 210, 810, 268]
entry-text: Ант. Никит. Несвижскій 1. Ксеніинск. Пріютъ. bbox=[628, 380, 810, 403]
directory-sub-entry: — Мар. Ант. Б. Полянка 44. Т. 555-65. Учит. 5-го Пятн. Городск. женск. учил. bbox=[420, 498, 612, 533]
directory-entry bbox=[618, 758, 810, 792]
directory-sub-entry: — Марія. Леонтьевскій 24. bbox=[24, 175, 158, 187]
directory-sub-entry: — Ник. Фед. с. Б. Ново-Песковскій 6. Т. 395-12. bbox=[222, 873, 414, 896]
entry-text: Неон. Степ. двор. Арб. ч., Благовѣщенскій 3. bbox=[34, 745, 216, 769]
surname: ПРЖЕВЛОЦКІЙ bbox=[420, 886, 506, 898]
entry-text: Дм. Як. Б. Бронная 7. bbox=[674, 936, 783, 948]
